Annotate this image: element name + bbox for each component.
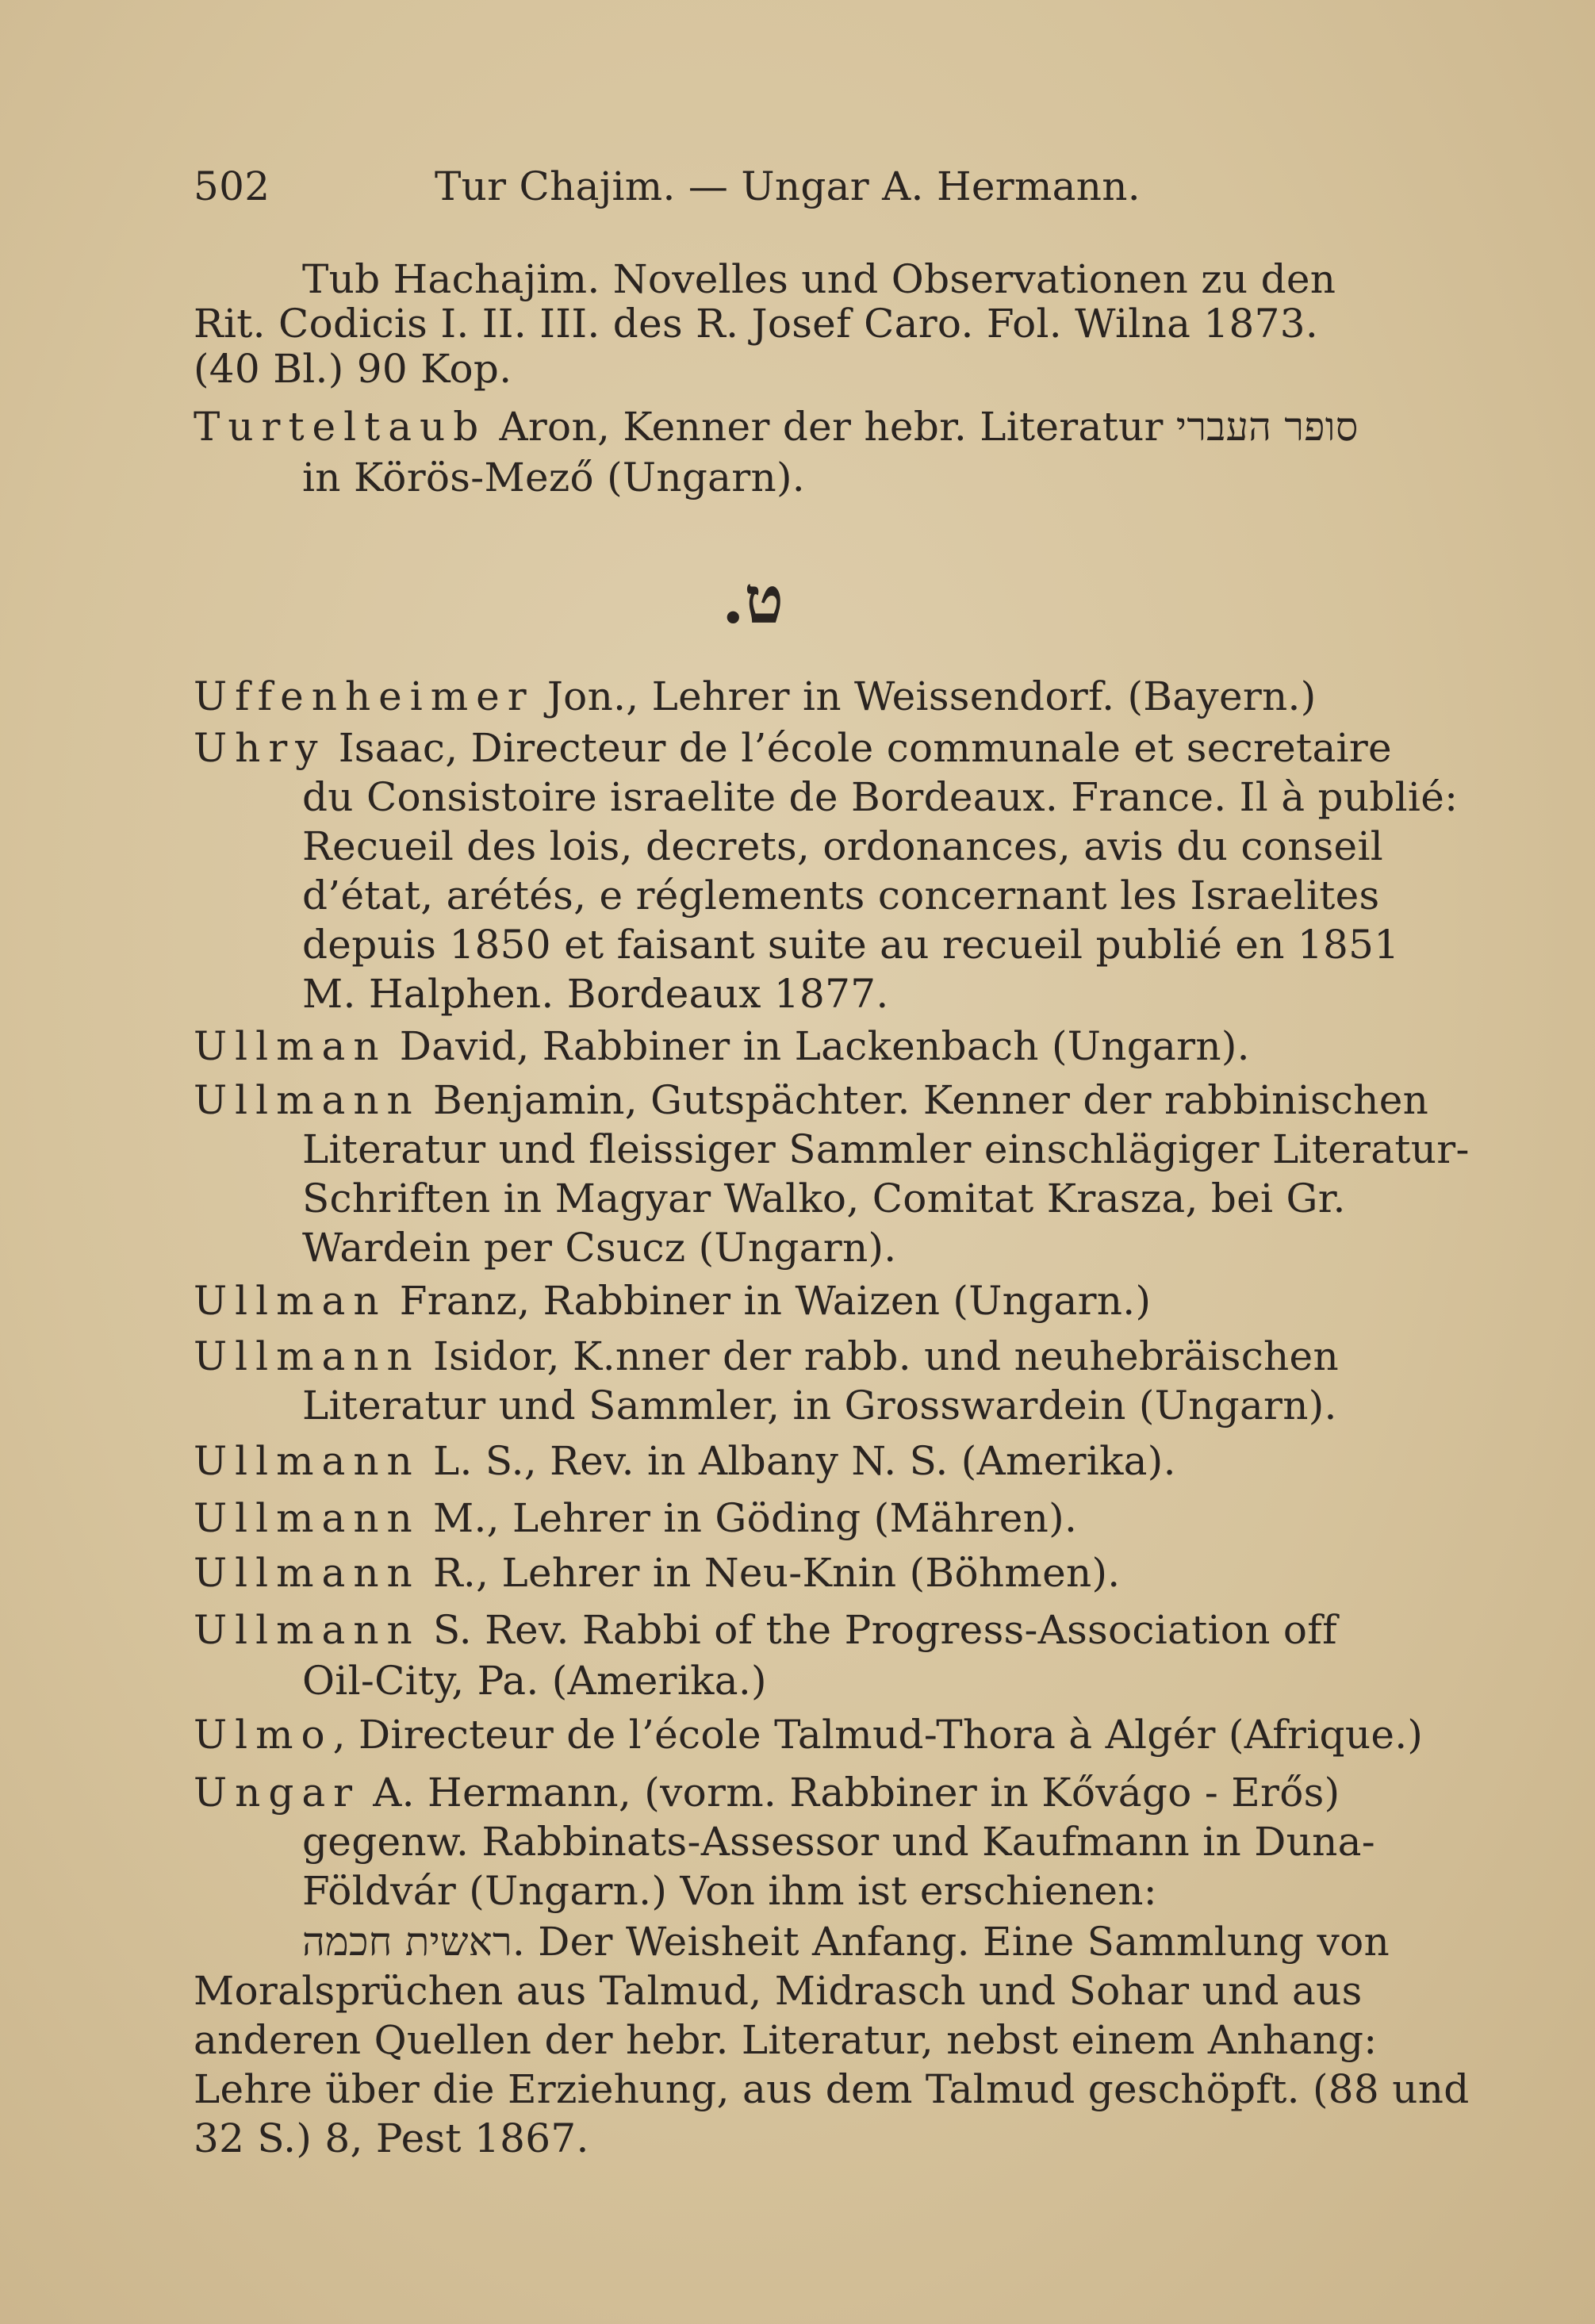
hebrew-title: ראשית חכמה: [302, 1919, 512, 1965]
entry-ullmann-benjamin-line-3: Schriften in Magyar Walko, Comitat Krasza, bei Gr.: [302, 1175, 1346, 1221]
entry-ullmann-s-line-2: Oil-City, Pa. (Amerika.): [302, 1658, 767, 1704]
entry-ullmann-r: Ullmann R., Lehrer in Neu-Knin (Böhmen).: [194, 1550, 1121, 1596]
entry-name: Ullmann: [194, 1438, 420, 1484]
entry-ungar-line-2: gegenw. Rabbinats-Assessor und Kaufmann in Duna-: [302, 1819, 1375, 1865]
entry-uhry-line-2: du Consistoire israelite de Bordeaux. France. Il à publié:: [302, 774, 1459, 820]
entry-name: Turteltaub: [194, 404, 487, 450]
entry-ungar-line-7: Lehre über die Erziehung, aus dem Talmud geschöpft. (88 und: [194, 2066, 1470, 2112]
entry-uhry-line-3: Recueil des lois, decrets, ordonances, avis du conseil: [302, 823, 1384, 869]
entry-uhry-line-5: depuis 1850 et faisant suite au recueil publié en 1851: [302, 922, 1400, 968]
entry-ullmann-m: Ullmann M., Lehrer in Göding (Mähren).: [194, 1495, 1078, 1541]
entry-name: Ullmann: [194, 1550, 420, 1596]
entry-ungar-line-6: anderen Quellen der hebr. Literatur, nebst einem Anhang:: [194, 2017, 1378, 2063]
entry-name: Uhry: [194, 725, 326, 771]
page-number: 502: [194, 163, 270, 209]
entry-tub-line-2: Rit. Codicis I. II. III. des R. Josef Caro. Fol. Wilna 1873.: [194, 301, 1319, 347]
entry-name: Ullmann: [194, 1495, 420, 1541]
entry-ungar-line-4: ראשית חכמה. Der Weisheit Anfang. Eine Sammlung von: [302, 1919, 1390, 1965]
entry-ungar-line-8: 32 S.) 8, Pest 1867.: [194, 2115, 589, 2161]
entry-ullman-franz: Ullman Franz, Rabbiner in Waizen (Ungarn.): [194, 1278, 1152, 1324]
entry-ullmann-s-line-1: Ullmann S. Rev. Rabbi of the Progress-Association off: [194, 1607, 1337, 1653]
entry-name: Ullmann: [194, 1077, 420, 1123]
entry-ulmo: Ulmo, Directeur de l’école Talmud-Thora à Algér (Afrique.): [194, 1712, 1424, 1758]
hebrew-title: סופר העברי: [1175, 404, 1359, 450]
entry-ullmann-isidor-line-1: Ullmann Isidor, K.nner der rabb. und neuhebräischen: [194, 1333, 1339, 1379]
entry-ullman-david: Ullman David, Rabbiner in Lackenbach (Ungarn).: [194, 1023, 1250, 1069]
entry-uhry-line-6: M. Halphen. Bordeaux 1877.: [302, 971, 889, 1017]
entry-ullmann-benjamin-line-2: Literatur und fleissiger Sammler einschlägiger Literatur-: [302, 1126, 1470, 1172]
entry-turteltaub-line-1: Turteltaub Aron, Kenner der hebr. Literatur סופר העברי: [194, 404, 1359, 450]
entry-name: Uffenheimer: [194, 673, 535, 719]
entry-ullmann-isidor-line-2: Literatur und Sammler, in Grosswardein (Ungarn).: [302, 1383, 1337, 1429]
entry-ullmann-ls: Ullmann L. S., Rev. in Albany N. S. (Amerika).: [194, 1438, 1176, 1484]
entry-uhry-line-4: d’état, arétés, e réglements concernant les Israelites: [302, 872, 1380, 918]
running-title: Tur Chajim. — Ungar A. Hermann.: [435, 163, 1141, 209]
entry-ullmann-benjamin-line-4: Wardein per Csucz (Ungarn).: [302, 1225, 897, 1271]
entry-name: Ungar: [194, 1770, 361, 1816]
entry-tub-line-3: (40 Bl.) 90 Kop.: [194, 346, 512, 392]
entry-ungar-line-3: Földvár (Ungarn.) Von ihm ist erschienen:: [302, 1868, 1157, 1914]
entry-ungar-line-5: Moralsprüchen aus Talmud, Midrasch und Sohar und aus: [194, 1968, 1363, 2014]
entry-ungar-line-1: Ungar A. Hermann, (vorm. Rabbiner in Kővágo - Erős): [194, 1770, 1340, 1816]
entry-name: Ullman: [194, 1278, 387, 1324]
entry-name: Ullmann: [194, 1333, 420, 1379]
entry-name: Ulmo: [194, 1712, 333, 1758]
entry-uffenheimer: Uffenheimer Jon., Lehrer in Weissendorf. (Bayern.): [194, 673, 1317, 719]
entry-ullmann-benjamin-line-1: Ullmann Benjamin, Gutspächter. Kenner der rabbinischen: [194, 1077, 1429, 1123]
entry-uhry-line-1: Uhry Isaac, Directeur de l’école communale et secretaire: [194, 725, 1392, 771]
entry-turteltaub-line-2: in Körös-Mező (Ungarn).: [302, 454, 805, 500]
entry-name: Ullmann: [194, 1607, 420, 1653]
entry-tub-line-1: Tub Hachajim. Novelles und Observationen zu den: [302, 256, 1336, 302]
entry-name: Ullman: [194, 1023, 387, 1069]
section-letter: ט.: [722, 562, 784, 639]
